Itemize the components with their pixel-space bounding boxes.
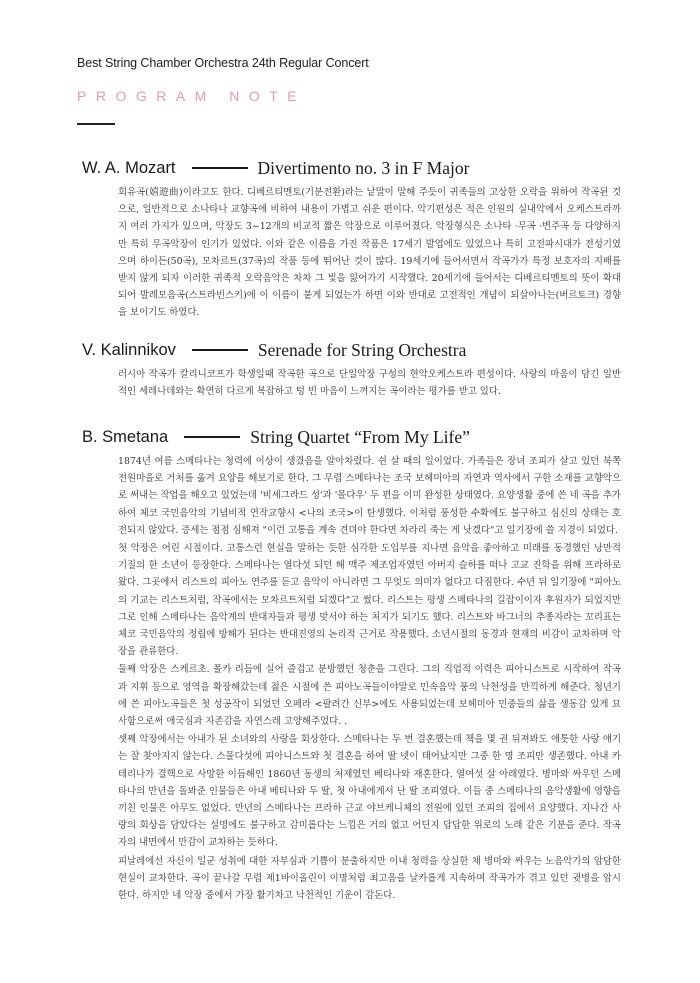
composer-name: B. Smetana — [82, 427, 169, 446]
section-heading — [82, 425, 622, 449]
section-smetana — [82, 425, 622, 905]
section-heading — [82, 156, 622, 180]
paragraph: 피날레에선 자신이 일군 성취에 대한 자부심과 기쁨이 분출하지만 이내 청력을 상실한 채 병마와 싸우는 노음악가의 암담한 현실이 교차한다. 곡이 끝나갈 무렵 제1바이올린이 이명처럼 최고음을 날카롭게 지속하며 작곡가가 겪고 있던 귓병을 암시한다. 하지만 네 악장 중에서 가장 활기차고 낙천적인 기운이 감돈다. — [118, 855, 621, 902]
paragraph: 셋째 악장에서는 아내가 된 소녀와의 사랑을 회상한다. 스메타나는 두 번 결혼했는데 책을 몇 권 뒤져봐도 애틋한 사랑 얘기는 잘 찾아지지 않는다. 스물다섯에 피아니스트와 첫 결혼을 하여 딸 넷이 태어났지만 그중 한 명 조피만 생존했다. 아내 카테리나가 결핵으로 사망한 이듬해인 1860년 동생의 처제였던 베티나와 재혼한다. 열여섯 살 아래였다. 병마와 싸우던 스메타나의 만년을 돌봐준 인물들은 아내 베티나와 두 딸, 첫 아내에게서 난 딸 조피였다. 이들 중 스메타나의 음악생활에 영향을 끼친 인물은 아무도 없었다. 만년의 스메타나는 프라하 근교 야브케니체의 전원에 있던 조피의 집에서 요양했다. 지나간 사랑의 회상을 담았다는 설명에도 불구하고 감미롭다는 느낌은 거의 없고 어딘지 답답한 위로의 노래 같은 기분을 준다. 작곡자의 내면에서 만감이 교차하는 듯하다. — [118, 734, 621, 849]
heading-dash — [192, 167, 248, 169]
paragraph: 희유곡(嬉遊曲)이라고도 한다. 디베르티멘토(기분전환)라는 낱말이 말해 주듯이 귀족들의 고상한 오락을 위하여 작곡된 것으로, 일반적으로 소나타나 교향곡에 비하여 내용이 가볍고 쉬운 편이다. 악기편성은 적은 인원의 실내악에서 오케스트라까지 여러 가지가 있으며, 악장도 3~12개의 비교적 짧은 악장으로 이루어졌다. 악장형식은 소나타 ·무곡 ·변주곡 등 다양하지만 특히 무곡악장이 인기가 있었다. 이와 같은 이름을 가진 작품은 17세기 발엽에도 있었으나 특히 고전파시대가 전성기였으며 하이든(50곡), 모차르트(37곡)의 작품 등에 뛰어난 것이 많다. 19세기에 들어서면서 작곡가가 특정 보호자의 지배를 받지 않게 되자 이러한 귀족적 오락음악은 차차 그 빛을 잃어가기 시작했다. 20세기에 들어서는 디베르티멘토의 뜻이 확대되어 발레모음곡(스트라빈스키)에 이 이름이 붙게 되었는가 하면 이와 반대로 고전적인 개념이 되살아나는(버르토크) 경향을 보이기도 하였다. — [118, 187, 621, 319]
work-title: Divertimento no. 3 in F Major — [257, 157, 470, 178]
heading-dash — [184, 436, 240, 438]
program-note-label: PROGRAM NOTE — [77, 88, 307, 104]
section-mozart — [82, 156, 622, 323]
section-body — [118, 184, 621, 322]
paragraph: 둘째 악장은 스케르초. 폴카 리듬에 실어 즐겁고 분방했던 청춘을 그린다. 그의 직업적 이력은 피아니스트로 시작하여 작곡과 지휘 등으로 영역을 확장해갔는데 젊은 시절에 쓴 피아노곡들이야말로 민속음악 풍의 낙천성을 만끽하게 해준다. 청년기에 쓴 피아노곡들은 첫 성공작이 되었던 오페라 <팔려간 신부>에도 사용되었는데 보헤미아 민중들의 삶을 생동감 있게 묘사함으로써 애국심과 자존감을 자연스레 고양해주었다. . — [118, 664, 621, 728]
concert-title: Best String Chamber Orchestra 24th Regular Concert — [77, 56, 369, 70]
header-divider — [77, 123, 115, 125]
heading-dash — [192, 349, 248, 351]
section-heading — [82, 338, 622, 362]
section-body — [118, 453, 621, 904]
section-body — [118, 366, 621, 400]
paragraph: 러시아 작곡가 칼리니코프가 학생일때 작곡한 곡으로 단일악장 구성의 현악오케스트라 편성이다. 사랑의 마음이 담긴 일반적인 세레나데와는 확연히 다르게 복잡하고 텅 빈 마음이 느껴지는 곡이라는 평가를 받고 있다. — [118, 369, 621, 398]
composer-name: W. A. Mozart — [82, 158, 176, 177]
paragraph: 첫 악장은 어린 시절이다. 고통스런 현실을 말하는 듯한 심각한 도입부를 지나면 음악을 좋아하고 미래를 동경했던 낭만적 기질의 한 소년이 등장한다. 스메타나는 열다섯 되던 해 맥주 제조업자였던 아버지 슬하를 떠나 고교 진학을 위해 프라하로 왔다. 그곳에서 리스트의 피아노 연주를 듣고 음악이 아니라면 그 무엇도 의미가 없다고 다짐한다. 수년 뒤 일기장에 "피아노의 기교는 리스트처럼, 작곡에서는 모차르트처럼 되겠다"고 썼다. 리스트는 평생 스메타나의 길잡이이자 후원자가 되었지만 그로 인해 스메타나는 음악계의 반대자들과 평생 맞서야 하는 처지가 되기도 했다. 리스트와 바그너의 추종자라는 꼬리표는 체코 국민음악의 정립에 방해가 된다는 반대진영의 논리적 근거로 작용했다. 소년시절의 동경과 현재의 비감이 교차하며 악장을 관류한다. — [118, 543, 621, 658]
work-title: Serenade for String Orchestra — [257, 339, 467, 360]
paragraph: 1874년 여름 스메타나는 청력에 이상이 생겼음을 알아차렸다. 쉰 살 때의 일이었다. 가족들은 장녀 조피가 살고 있던 북쪽 전원마을로 거처를 옮겨 요양을 해보기로 한다. 그 무렵 스메타나는 조국 보헤미아의 자연과 역사에서 구한 소재를 교향악으로 써내는 작업을 해오고 있었는데 '비세그라드 성'과 '몰다우' 두 편을 이미 완성한 상태였다. 요양생활 중에 쓴 네 곡을 추가하여 체코 국민음악의 기념비적 연작교향시 <나의 조국>이 탄생했다. 이처럼 풍성한 수확에도 불구하고 심신의 상태는 호전되지 않았다. 증세는 점점 심해져 "이런 고통을 계속 견뎌야 한다면 차라리 죽는 게 낫겠다"고 일기장에 쓸 지경이 되었다. — [118, 456, 621, 536]
composer-name: V. Kalinnikov — [82, 340, 176, 359]
section-kalinnikov — [82, 338, 622, 401]
work-title: String Quartet “From My Life” — [250, 426, 470, 447]
